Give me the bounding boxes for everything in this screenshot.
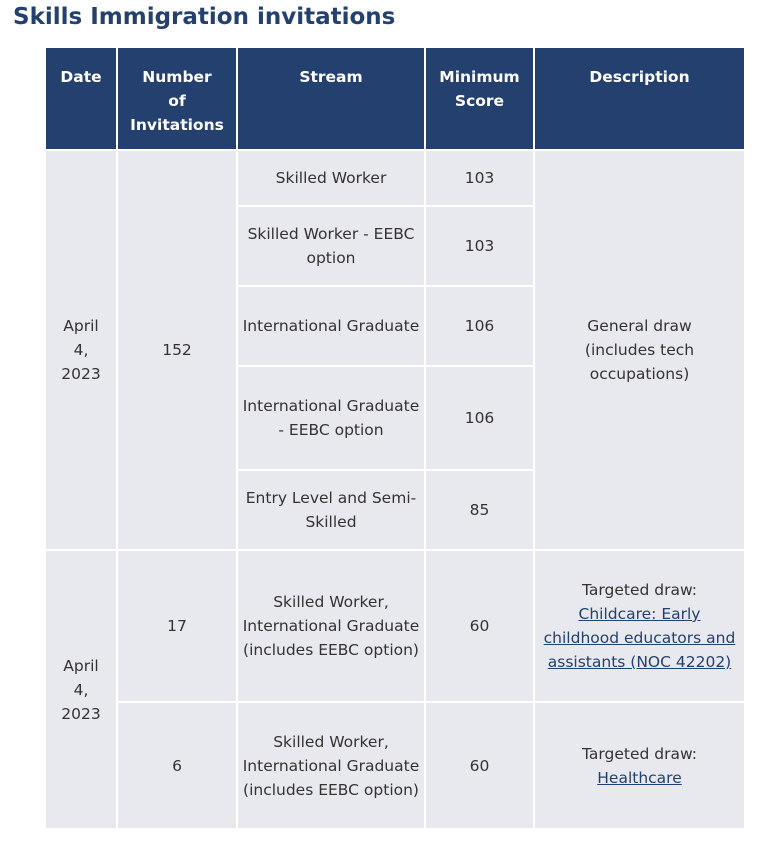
invitations-cell: 6 (117, 702, 237, 829)
invitations-table (44, 46, 746, 830)
score-cell: 106 (425, 286, 534, 366)
date-line: 4, (73, 680, 89, 699)
table-header-row (45, 47, 745, 150)
description-cell (534, 150, 745, 550)
table-row (45, 550, 745, 702)
stream-cell: International Graduate (237, 286, 425, 366)
date-line: April (63, 317, 99, 335)
date-line: April (63, 656, 99, 675)
header-stream: Stream (237, 47, 425, 150)
header-invitations-line: Invitations (130, 116, 224, 134)
stream-cell: Skilled Worker, International Graduate (includes EEBC option) (237, 702, 425, 829)
invitations-cell: 17 (117, 550, 237, 702)
header-min-score-line: Minimum (439, 68, 520, 86)
table-row (45, 150, 745, 206)
date-line: 4, (73, 341, 89, 359)
description-line: General draw (587, 317, 692, 335)
score-cell: 60 (425, 550, 534, 702)
date-cell (45, 550, 117, 829)
stream-cell: International Graduate - EEBC option (237, 366, 425, 470)
childcare-link[interactable]: Childcare: Early childhood educators and assistants (NOC 42202) (543, 605, 736, 671)
description-line: (includes tech (584, 341, 695, 359)
header-date: Date (45, 47, 117, 150)
header-invitations-line: Number (142, 68, 212, 86)
header-invitations (117, 47, 237, 150)
header-invitations-line: of (168, 92, 186, 110)
stream-cell: Skilled Worker, International Graduate (includes EEBC option) (237, 550, 425, 702)
header-description: Description (534, 47, 745, 150)
date-line: 2023 (61, 365, 101, 383)
description-cell (534, 550, 745, 702)
score-cell: 106 (425, 366, 534, 470)
stream-cell: Skilled Worker (237, 150, 425, 206)
score-cell: 103 (425, 206, 534, 286)
description-prefix: Targeted draw: (581, 744, 698, 763)
description-line: occupations) (589, 365, 690, 383)
date-cell (45, 150, 117, 550)
header-min-score (425, 47, 534, 150)
stream-cell: Skilled Worker - EEBC option (237, 206, 425, 286)
description-cell (534, 702, 745, 829)
stream-cell: Entry Level and Semi-Skilled (237, 470, 425, 550)
score-cell: 103 (425, 150, 534, 206)
description-prefix: Targeted draw: (581, 581, 698, 599)
page-title: Skills Immigration invitations (13, 4, 396, 30)
score-cell: 60 (425, 702, 534, 829)
invitations-cell: 152 (117, 150, 237, 550)
header-min-score-line: Score (454, 92, 505, 110)
table-row (45, 702, 745, 829)
date-line: 2023 (61, 704, 101, 723)
score-cell: 85 (425, 470, 534, 550)
healthcare-link[interactable]: Healthcare (597, 768, 682, 787)
